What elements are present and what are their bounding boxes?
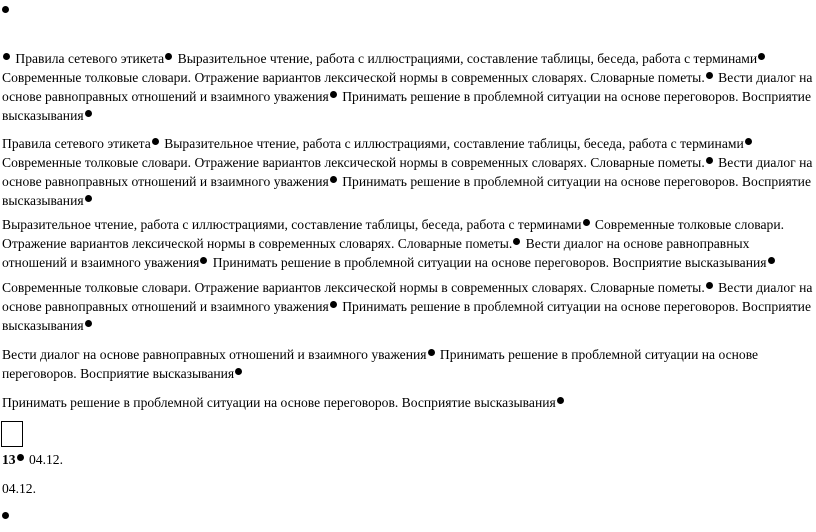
bullet-icon (758, 53, 765, 60)
date-secondary: 04.12. (2, 481, 36, 496)
lesson-line (2, 450, 63, 469)
segment: Выразительное чтение, работа с иллюстрациями, составление таблицы, беседа, работа с терминами (177, 51, 758, 66)
segment: Выразительное чтение, работа с иллюстрациями, составление таблицы, беседа, работа с терминами (164, 136, 744, 151)
bullet-icon (85, 320, 92, 327)
checkbox[interactable] (1, 421, 23, 447)
bullet-bottom-icon (2, 512, 9, 519)
paragraph-3 (2, 215, 814, 272)
bullet-icon (152, 138, 159, 145)
segment: Принимать решение в проблемной ситуации на основе переговоров. Восприятие высказывания (2, 347, 759, 381)
bullet-icon (513, 238, 520, 245)
segment: Правила сетевого этикета (2, 136, 151, 151)
bullet-icon (330, 176, 337, 183)
bullet-icon (3, 53, 10, 60)
segment: Принимать решение в проблемной ситуации на основе переговоров. Восприятие высказывания (2, 395, 556, 410)
bullet-icon (768, 257, 775, 264)
bullet-icon (583, 219, 590, 226)
paragraph-2 (2, 134, 814, 210)
bullet-icon (706, 157, 713, 164)
lesson-date: 04.12. (29, 452, 63, 467)
paragraph-1 (2, 49, 814, 125)
bullet-icon (330, 301, 337, 308)
lesson-number: 13 (2, 452, 16, 467)
segment: Принимать решение в проблемной ситуации на основе переговоров. Восприятие высказывания (2, 174, 811, 208)
segment: Вести диалог на основе равноправных отношений и взаимного уважения (2, 236, 750, 270)
paragraph-5 (2, 345, 814, 383)
bullet-icon (330, 91, 337, 98)
segment: Принимать решение в проблемной ситуации на основе переговоров. Восприятие высказывания (2, 299, 811, 333)
segment: Современные толковые словари. Отражение вариантов лексической нормы в современных словарях. Словарные пометы. (2, 70, 705, 85)
segment: Принимать решение в проблемной ситуации на основе переговоров. Восприятие высказывания (2, 89, 811, 123)
bullet-icon (17, 454, 24, 461)
bullet-icon (745, 138, 752, 145)
bullet-top-icon (2, 6, 9, 13)
paragraph-4 (2, 278, 814, 335)
bullet-icon (85, 110, 92, 117)
segment: Принимать решение в проблемной ситуации на основе переговоров. Восприятие высказывания (212, 255, 767, 270)
bullet-icon (706, 72, 713, 79)
segment: Современные толковые словари. Отражение вариантов лексической нормы в современных словарях. Словарные пометы. (2, 280, 705, 295)
segment: Вести диалог на основе равноправных отношений и взаимного уважения (2, 280, 813, 314)
segment: Вести диалог на основе равноправных отношений и взаимного уважения (2, 347, 427, 362)
date-line (2, 479, 36, 498)
bullet-icon (706, 282, 713, 289)
segment: Современные толковые словари. Отражение вариантов лексической нормы в современных словарях. Словарные пометы. (2, 217, 784, 251)
bullet-icon (165, 53, 172, 60)
segment: Выразительное чтение, работа с иллюстрациями, составление таблицы, беседа, работа с терминами (2, 217, 582, 232)
bullet-icon (200, 257, 207, 264)
bullet-icon (428, 349, 435, 356)
bullet-icon (235, 368, 242, 375)
segment: Современные толковые словари. Отражение вариантов лексической нормы в современных словарях. Словарные пометы. (2, 155, 705, 170)
bullet-icon (557, 397, 564, 404)
bullet-icon (85, 195, 92, 202)
segment: Вести диалог на основе равноправных отношений и взаимного уважения (2, 155, 813, 189)
segment: Вести диалог на основе равноправных отношений и взаимного уважения (2, 70, 813, 104)
segment: Правила сетевого этикета (15, 51, 165, 66)
paragraph-6 (2, 393, 814, 412)
